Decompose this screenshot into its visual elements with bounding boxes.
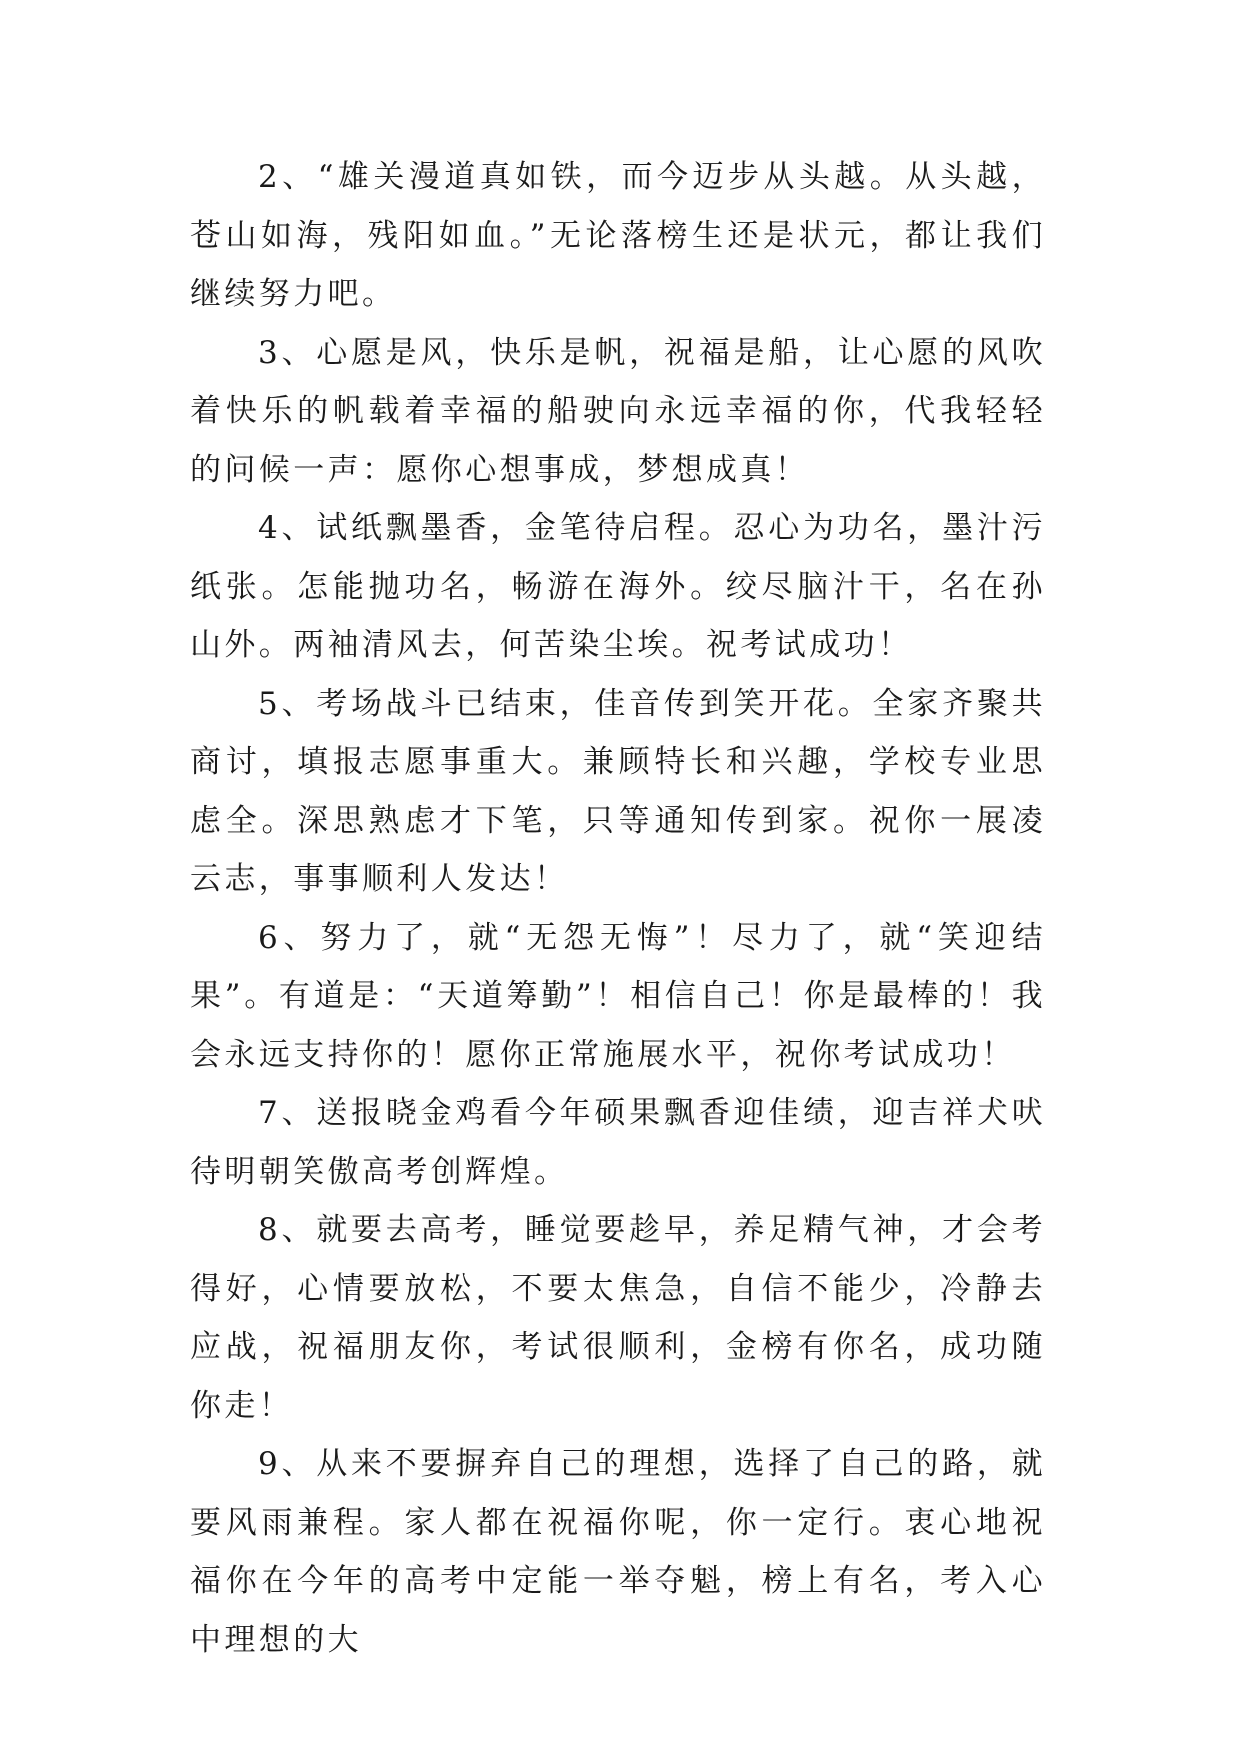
paragraph-5: 5、考场战斗已结束，佳音传到笑开花。全家齐聚共商讨，填报志愿事重大。兼顾特长和兴趣，学校专业思虑全。深思熟虑才下笔，只等通知传到家。祝你一展凌云志，事事顺利人发达！ bbox=[190, 685, 1046, 897]
paragraph-4: 4、试纸飘墨香，金笔待启程。忍心为功名，墨汁污纸张。怎能抛功名，畅游在海外。绞尽脑汁干，名在孙山外。两袖清风去，何苦染尘埃。祝考试成功！ bbox=[190, 510, 1046, 663]
paragraph-6: 6、努力了，就“无怨无悔”！尽力了，就“笑迎结果”。有道是：“天道筹勤”！相信自己！你是最棒的！我会永远支持你的！愿你正常施展水平，祝你考试成功！ bbox=[190, 919, 1046, 1073]
paragraph-3: 3、心愿是风，快乐是帆，祝福是船，让心愿的风吹着快乐的帆载着幸福的船驶向永远幸福的你，代我轻轻的问候一声：愿你心想事成，梦想成真！ bbox=[190, 334, 1046, 488]
document-body bbox=[190, 148, 1046, 1669]
paragraph-9: 9、从来不要摒弃自己的理想，选择了自己的路，就要风雨兼程。家人都在祝福你呢，你一定行。衷心地祝福你在今年的高考中定能一举夺魁，榜上有名，考入心中理想的大 bbox=[190, 1446, 1046, 1658]
paragraph-2: 2、“雄关漫道真如铁，而今迈步从头越。从头越，苍山如海，残阳如血。”无论落榜生还是状元，都让我们继续努力吧。 bbox=[190, 159, 1046, 312]
paragraph-8: 8、就要去高考，睡觉要趁早，养足精气神，才会考得好，心情要放松，不要太焦急，自信不能少，冷静去应战，祝福朋友你，考试很顺利，金榜有你名，成功随你走！ bbox=[190, 1212, 1046, 1424]
paragraph-7: 7、送报晓金鸡看今年硕果飘香迎佳绩，迎吉祥犬吠待明朝笑傲高考创辉煌。 bbox=[190, 1095, 1046, 1190]
